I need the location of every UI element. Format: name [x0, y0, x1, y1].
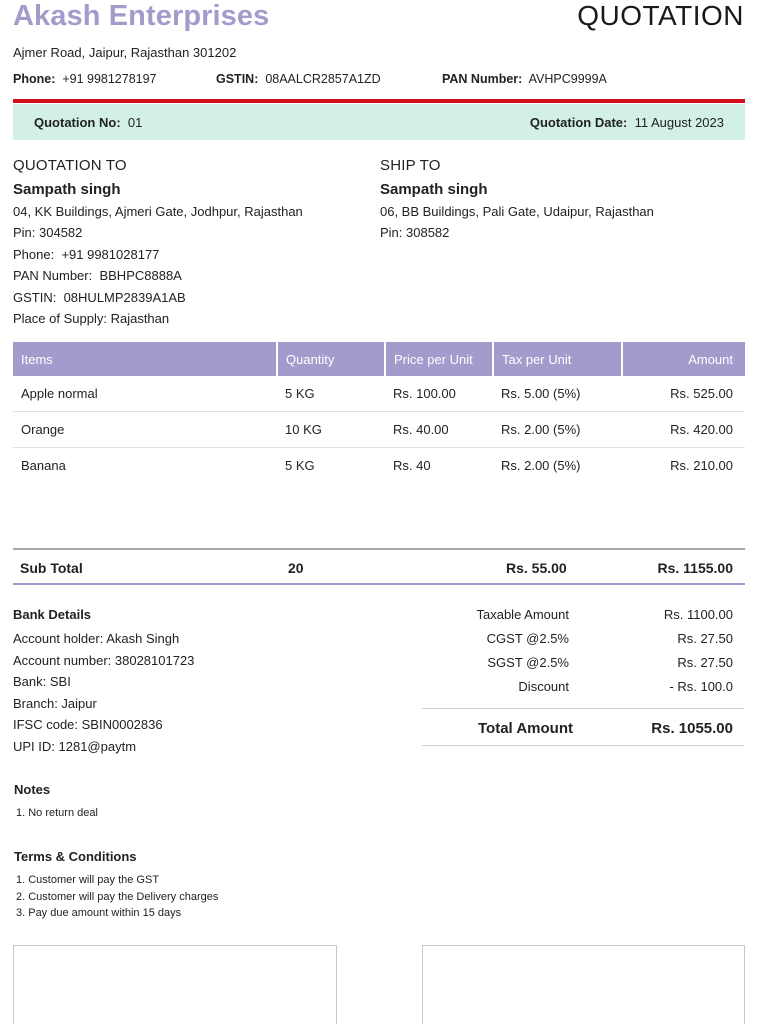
- quotation-to-heading: QUOTATION TO: [13, 157, 127, 174]
- sub-total-amount: Rs. 1155.00: [657, 560, 733, 576]
- company-name: Akash Enterprises: [13, 0, 270, 32]
- quotation-to-gstin-value: 08HULMP2839A1AB: [63, 289, 186, 305]
- item-tax: Rs. 2.00 (5%): [501, 457, 581, 473]
- company-gstin-label: GSTIN:: [216, 72, 259, 86]
- item-name: Apple normal: [13, 376, 277, 412]
- summary-taxable: [422, 605, 744, 629]
- items-table: [13, 342, 745, 483]
- item-amount: Rs. 525.00: [622, 376, 745, 412]
- items-header-row: [13, 342, 745, 376]
- quotation-to-pan: [13, 269, 303, 283]
- quotation-number: [34, 115, 142, 130]
- item-price: Rs. 100.00: [385, 376, 493, 412]
- item-price: Rs. 40.00: [385, 412, 493, 448]
- quotation-to-gstin: [13, 291, 303, 305]
- ship-to-heading: SHIP TO: [380, 157, 441, 174]
- quotation-number-label: Quotation No:: [34, 115, 121, 130]
- item-name: Orange: [13, 412, 277, 448]
- terms-heading: Terms & Conditions: [14, 849, 137, 864]
- total-amount-label: Total Amount: [478, 720, 573, 737]
- list-item: 1. Customer will pay the GST: [16, 874, 160, 886]
- company-gstin-value: 08AALCR2857A1ZD: [265, 72, 381, 86]
- summary-discount-label: Discount: [518, 679, 569, 694]
- quotation-to-pan-value: BBHPC8888A: [99, 268, 182, 284]
- signature-box-right: [422, 945, 745, 1024]
- item-quantity: 10 KG: [277, 412, 385, 448]
- column-header-tax: Tax per Unit: [493, 342, 622, 376]
- bank-name: Bank: SBI: [13, 674, 71, 690]
- summary-cgst-value: Rs. 27.50: [677, 631, 733, 646]
- summary-discount-value: - Rs. 100.0: [669, 679, 733, 694]
- quotation-to-phone-label: Phone:: [13, 246, 55, 262]
- company-gstin: [216, 72, 381, 86]
- quotation-date-label: Quotation Date:: [529, 115, 628, 130]
- terms-list: [14, 872, 218, 922]
- sub-total-tax: Rs. 55.00: [506, 560, 567, 576]
- item-amount: Rs. 420.00: [622, 412, 745, 448]
- notes-section: [14, 782, 98, 822]
- notes-heading: Notes: [14, 782, 51, 797]
- ship-to-pin: Pin: 308582: [380, 225, 450, 241]
- column-header-price: Price per Unit: [385, 342, 493, 376]
- list-item: 3. Pay due amount within 15 days: [16, 907, 182, 920]
- column-header-amount: Amount: [622, 342, 745, 376]
- summary-taxable-value: Rs. 1100.00: [663, 607, 733, 622]
- bank-ifsc: IFSC code: SBIN0002836: [13, 717, 163, 733]
- quotation-to-name: Sampath singh: [13, 181, 121, 198]
- company-pan-value: AVHPC9999A: [528, 72, 607, 86]
- quotation-to-phone: [13, 248, 303, 262]
- company-pan-label: PAN Number:: [442, 72, 523, 86]
- column-header-quantity: Quantity: [277, 342, 385, 376]
- bank-details-heading: Bank Details: [13, 607, 92, 622]
- item-amount: Rs. 210.00: [670, 457, 733, 473]
- bank-upi: UPI ID: 1281@paytm: [13, 738, 137, 754]
- quotation-to-block: [13, 157, 303, 326]
- bank-account-holder: Account holder: Akash Singh: [13, 631, 180, 646]
- sub-total-label: Sub Total: [20, 560, 83, 576]
- quotation-bar: [13, 104, 745, 140]
- total-amount-row: [422, 708, 744, 746]
- summary-cgst-label: CGST @2.5%: [486, 631, 569, 646]
- table-row: [13, 447, 745, 483]
- item-price: Rs. 40: [393, 457, 431, 473]
- document-title: QUOTATION: [577, 0, 744, 31]
- company-phone-label: Phone:: [13, 72, 56, 86]
- quotation-date: [530, 115, 724, 130]
- table-row: [13, 412, 745, 448]
- quotation-to-pan-label: PAN Number:: [13, 268, 93, 284]
- bank-branch: Branch: Jaipur: [13, 695, 97, 711]
- item-quantity: 5 KG: [285, 457, 315, 473]
- signature-box-left: [13, 945, 337, 1024]
- item-quantity: 5 KG: [277, 376, 385, 412]
- summary-cgst: [422, 629, 744, 653]
- quotation-to-supply-value: Rajasthan: [110, 311, 170, 327]
- sub-total-quantity: 20: [288, 560, 304, 576]
- quotation-to-gstin-label: GSTIN:: [13, 289, 57, 305]
- quotation-number-value: 01: [127, 115, 143, 130]
- list-item: 2. Customer will pay the Delivery charges: [16, 890, 219, 903]
- quotation-to-phone-value: +91 9981028177: [61, 246, 160, 262]
- ship-to-name: Sampath singh: [380, 181, 488, 198]
- quotation-to-address: 04, KK Buildings, Ajmeri Gate, Jodhpur, Rajasthan: [13, 204, 303, 219]
- ship-to-block: [380, 157, 654, 241]
- item-tax: Rs. 5.00 (5%): [493, 376, 622, 412]
- quotation-date-value: 11 August 2023: [634, 115, 724, 130]
- quotation-to-supply-label: Place of Supply:: [13, 311, 107, 327]
- summary-sgst: [422, 653, 744, 677]
- item-tax: Rs. 2.00 (5%): [493, 412, 622, 448]
- item-name: Banana: [21, 457, 66, 473]
- notes-list: [14, 805, 98, 822]
- sub-total-row: [13, 548, 745, 585]
- column-header-items: Items: [13, 342, 277, 376]
- bank-account-number: Account number: 38028101723: [13, 652, 195, 668]
- terms-section: [14, 849, 218, 922]
- summary-taxable-label: Taxable Amount: [476, 607, 569, 622]
- summary-discount: [422, 677, 744, 701]
- amount-summary: [422, 605, 744, 737]
- ship-to-address: 06, BB Buildings, Pali Gate, Udaipur, Rajasthan: [380, 204, 654, 219]
- header-divider: [13, 99, 745, 103]
- quotation-to-pin: Pin: 304582: [13, 225, 83, 241]
- company-address: Ajmer Road, Jaipur, Rajasthan 301202: [13, 45, 237, 60]
- table-row: [13, 376, 745, 412]
- total-amount-value: Rs. 1055.00: [651, 720, 733, 737]
- company-pan: [442, 72, 607, 86]
- bank-details: [13, 607, 194, 758]
- quotation-to-supply: [13, 312, 303, 326]
- company-phone-value: +91 9981278197: [62, 72, 157, 86]
- list-item: 1. No return deal: [16, 807, 98, 819]
- summary-sgst-label: SGST @2.5%: [487, 655, 569, 670]
- company-phone: [13, 72, 157, 86]
- summary-sgst-value: Rs. 27.50: [677, 655, 733, 670]
